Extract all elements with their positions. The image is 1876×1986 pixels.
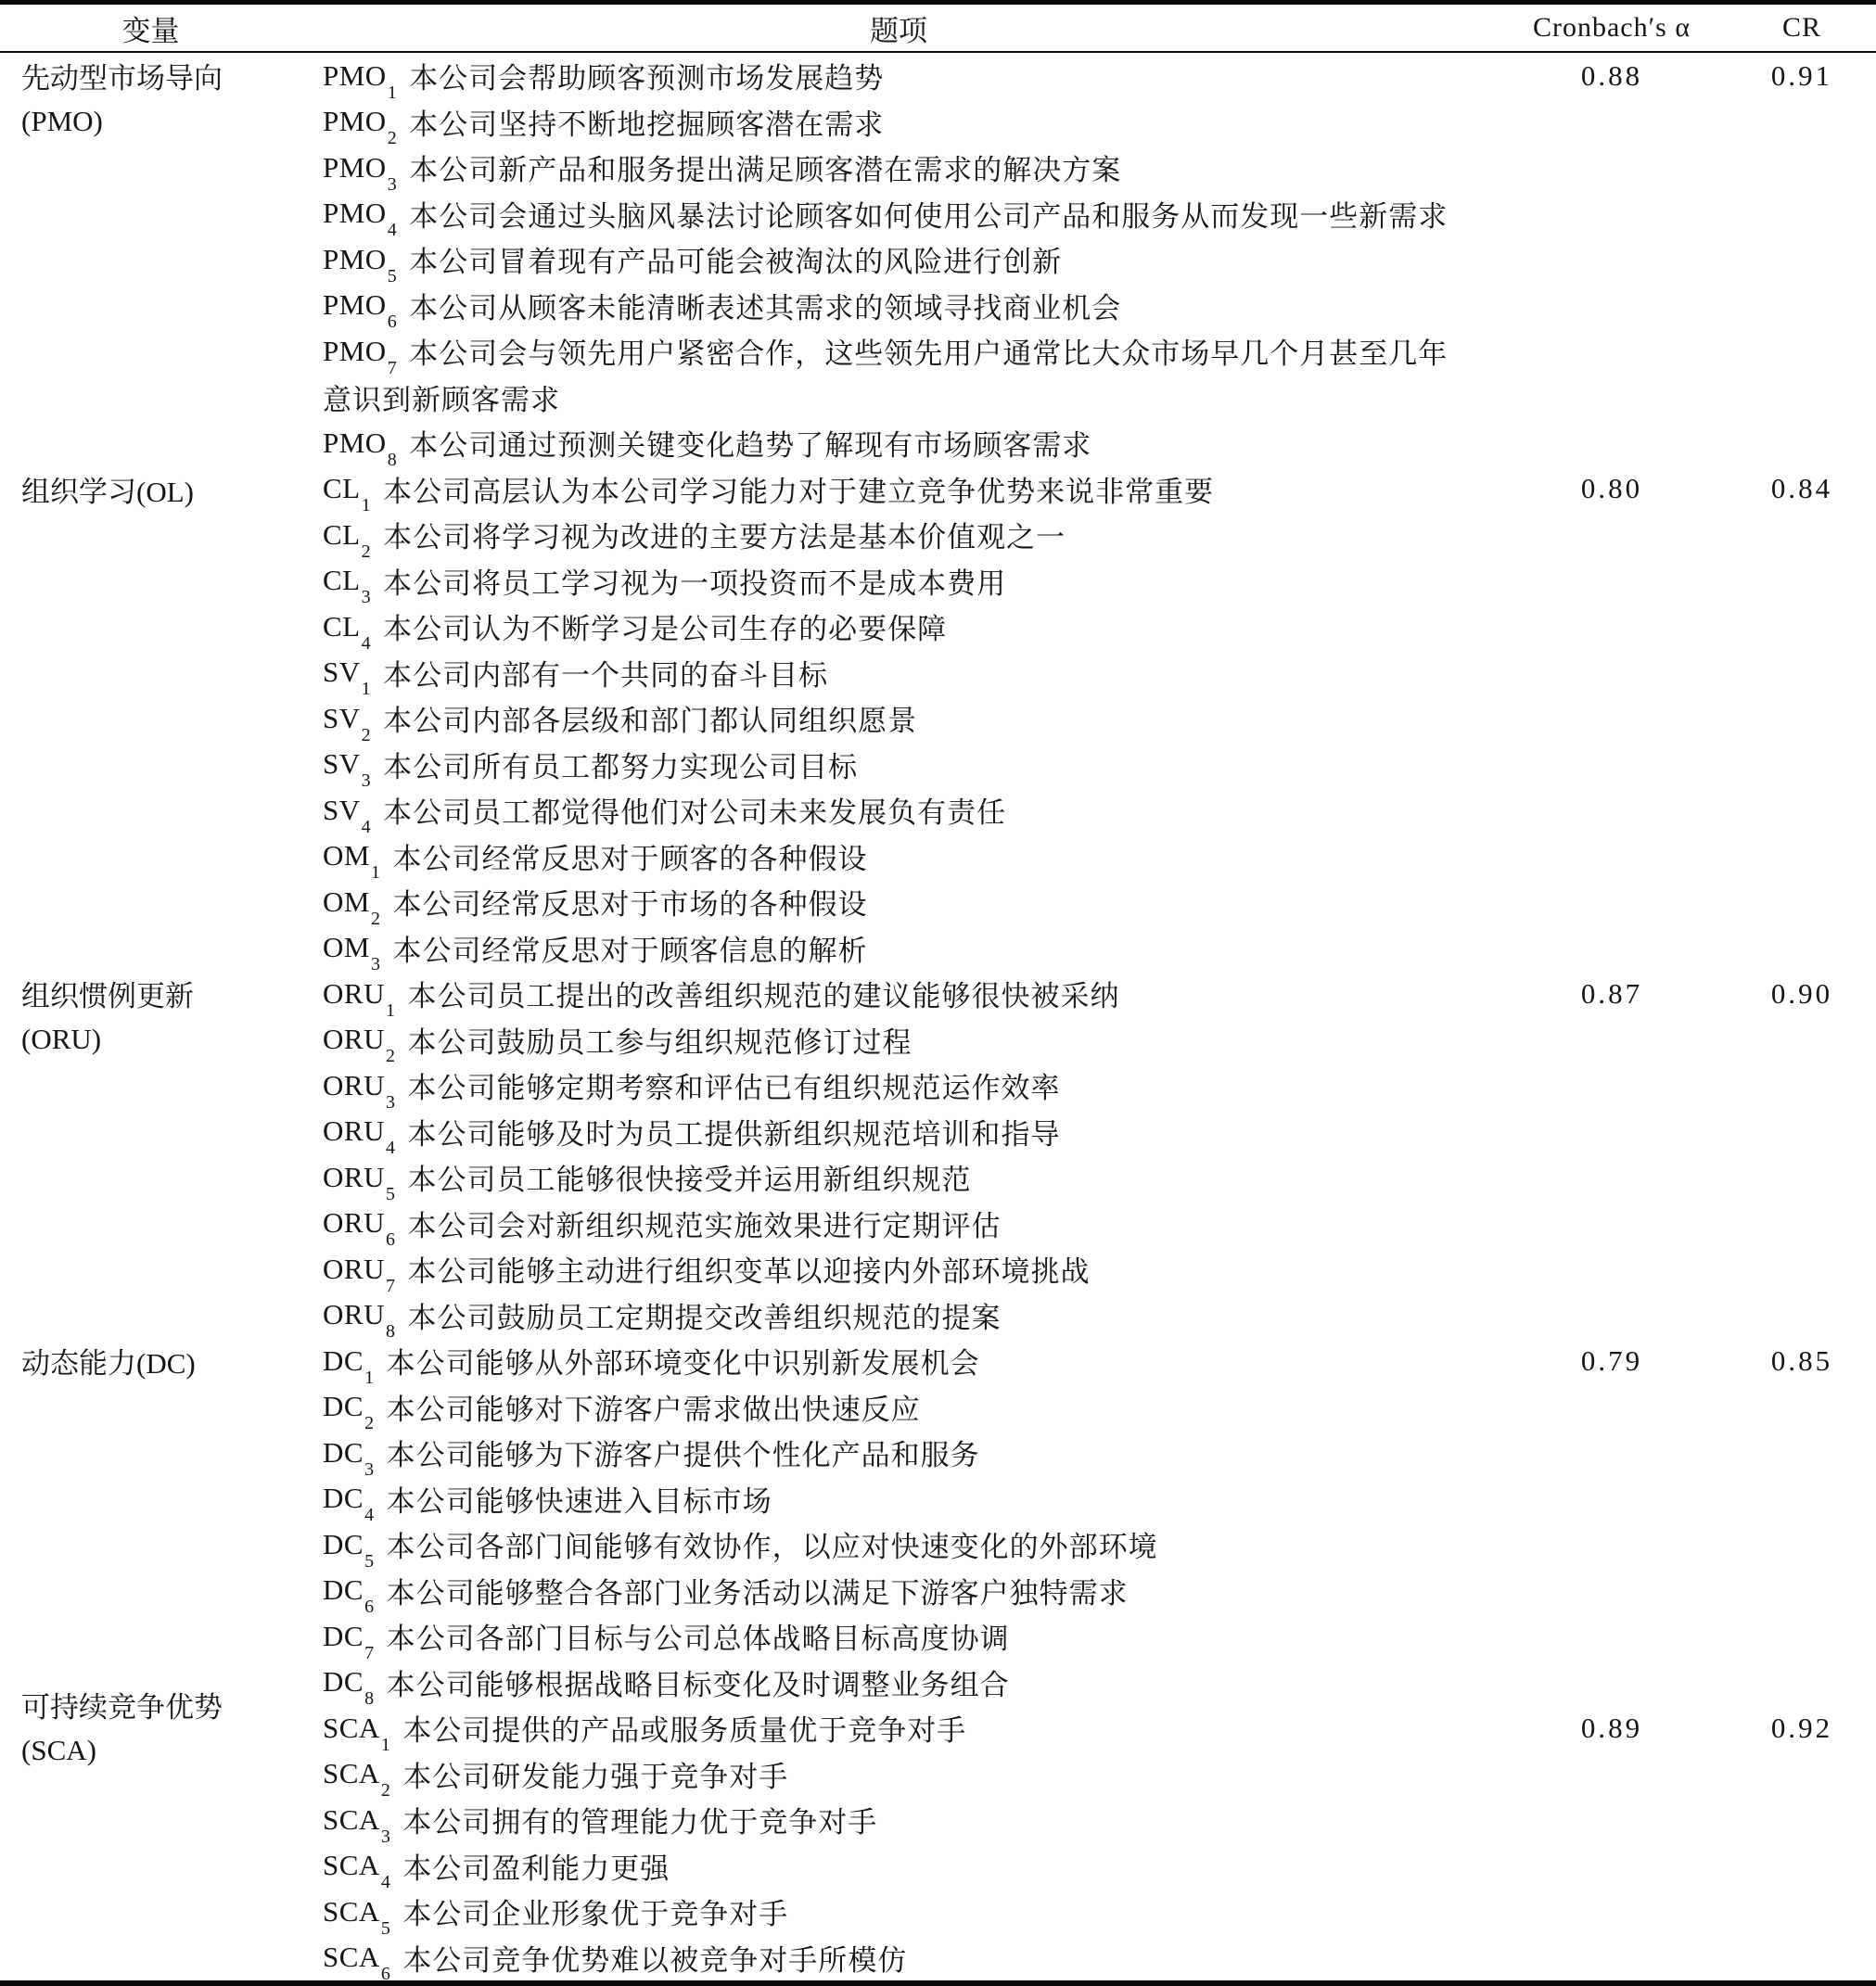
item-text: 本公司能够主动进行组织变革以迎接内外部环境挑战 bbox=[407, 1255, 1091, 1289]
item-text: 本公司会帮助顾客预测市场发展趋势 bbox=[409, 62, 885, 95]
item-text: 本公司提供的产品或服务质量优于竞争对手 bbox=[402, 1714, 967, 1748]
item-text: 本公司企业形象优于竞争对手 bbox=[402, 1898, 789, 1931]
header-item: 题项 bbox=[870, 14, 927, 47]
item-row bbox=[323, 466, 1496, 516]
item-code: $CL_3$ bbox=[323, 564, 372, 608]
item-code: $SCA_3$ bbox=[323, 1802, 391, 1847]
variable-cell bbox=[0, 466, 301, 513]
item-row bbox=[323, 420, 1496, 470]
item-code-subscript: 4 bbox=[387, 220, 398, 241]
variable-cell bbox=[0, 971, 301, 1063]
variable-cell bbox=[0, 1691, 301, 1797]
item-code: $PMO_3$ bbox=[323, 150, 398, 195]
cr-cell bbox=[1728, 1338, 1876, 1384]
cronbach-cell bbox=[1496, 1705, 1728, 1751]
item-code: $DC_1$ bbox=[323, 1343, 375, 1388]
item-code: $SCA_4$ bbox=[323, 1849, 391, 1893]
item-code: $SV_1$ bbox=[323, 656, 372, 700]
item-code: $SV_2$ bbox=[323, 701, 372, 745]
item-code: $DC_8$ bbox=[323, 1665, 375, 1710]
item-text: 本公司能够对下游客户需求做出快速反应 bbox=[386, 1393, 921, 1426]
item-code: $PMO_5$ bbox=[323, 242, 398, 286]
item-text: 本公司经常反思对于顾客信息的解析 bbox=[392, 934, 868, 967]
item-code: $SV_3$ bbox=[323, 747, 372, 792]
table-body bbox=[0, 53, 1876, 1985]
item-code-subscript: 2 bbox=[385, 1046, 396, 1067]
item-code: $ORU_2$ bbox=[323, 1023, 396, 1067]
cr-cell bbox=[1728, 53, 1876, 99]
item-text: 本公司竞争优势难以被竞争对手所模仿 bbox=[402, 1943, 908, 1977]
item-code: $SCA_1$ bbox=[323, 1711, 391, 1755]
item-row bbox=[323, 1521, 1496, 1572]
item-code: $DC_7$ bbox=[323, 1619, 375, 1663]
item-row bbox=[323, 1476, 1496, 1526]
cr-cell bbox=[1728, 1705, 1876, 1751]
item-text: 本公司能够快速进入目标市场 bbox=[386, 1484, 772, 1518]
item-code-subscript: 3 bbox=[387, 173, 398, 195]
item-code-subscript: 4 bbox=[364, 1505, 375, 1526]
variable-label: (ORU) bbox=[21, 1023, 102, 1056]
item-code: $DC_3$ bbox=[323, 1435, 375, 1480]
item-text: 本公司盈利能力更强 bbox=[402, 1852, 670, 1885]
item-code-subscript: 5 bbox=[387, 265, 398, 286]
item-code: $OM_3$ bbox=[323, 931, 381, 975]
item-code: $PMO_7$ bbox=[323, 334, 398, 378]
cr-cell bbox=[1728, 466, 1876, 513]
items-cell bbox=[301, 466, 1496, 975]
item-row bbox=[323, 99, 1496, 149]
item-text: 本公司拥有的管理能力优于竞争对手 bbox=[402, 1806, 878, 1840]
item-code: $SCA_6$ bbox=[323, 1941, 391, 1985]
item-code-subscript: 1 bbox=[387, 82, 398, 103]
item-row bbox=[323, 1430, 1496, 1480]
item-text: 本公司从顾客未能清晰表述其需求的领域寻找商业机会 bbox=[409, 291, 1122, 325]
header-cr: CR bbox=[1781, 12, 1822, 43]
item-row bbox=[323, 1384, 1496, 1434]
item-code-subscript: 7 bbox=[387, 357, 398, 378]
item-text: 本公司能够及时为员工提供新组织规范培训和指导 bbox=[407, 1117, 1061, 1151]
item-row bbox=[323, 695, 1496, 745]
item-code-subscript: 2 bbox=[380, 1780, 391, 1801]
item-text: 本公司将员工学习视为一项投资而不是成本费用 bbox=[383, 567, 1007, 600]
variable-label-block bbox=[0, 1338, 301, 1384]
item-row bbox=[323, 1889, 1496, 1939]
item-code: $SCA_5$ bbox=[323, 1894, 391, 1939]
item-row bbox=[323, 328, 1496, 378]
item-row bbox=[323, 53, 1496, 103]
item-code-subscript: 8 bbox=[385, 1321, 396, 1343]
item-code: $CL_1$ bbox=[323, 472, 372, 516]
items-cell bbox=[301, 971, 1496, 1343]
item-code: $SCA_2$ bbox=[323, 1757, 391, 1801]
item-code-subscript: 2 bbox=[361, 724, 372, 745]
variable-label-block bbox=[0, 53, 301, 145]
item-row bbox=[323, 1109, 1496, 1159]
item-code-subscript: 1 bbox=[364, 1367, 375, 1388]
variable-cell bbox=[0, 1338, 301, 1384]
item-row bbox=[323, 283, 1496, 333]
cronbach-cell bbox=[1496, 466, 1728, 513]
header-variable: 变量 bbox=[121, 14, 180, 47]
cr-value: 0.90 bbox=[1770, 976, 1833, 1010]
item-text: 本公司能够整合各部门业务活动以满足下游客户独特需求 bbox=[386, 1576, 1129, 1610]
item-code: $DC_2$ bbox=[323, 1390, 375, 1434]
variable-group bbox=[0, 1691, 1876, 1985]
cronbach-value: 0.88 bbox=[1580, 58, 1643, 92]
item-row bbox=[323, 1246, 1496, 1296]
variable-group bbox=[0, 971, 1876, 1343]
item-code-subscript: 1 bbox=[361, 495, 372, 516]
item-code: $DC_6$ bbox=[323, 1573, 375, 1618]
item-text: 本公司员工都觉得他们对公司未来发展负有责任 bbox=[383, 796, 1007, 830]
item-code-subscript: 1 bbox=[361, 679, 372, 700]
item-text: 本公司会对新组织规范实施效果进行定期评估 bbox=[407, 1209, 1002, 1242]
item-code: $PMO_4$ bbox=[323, 197, 398, 241]
cronbach-value: 0.87 bbox=[1580, 976, 1643, 1010]
item-text: 本公司能够定期考察和评估已有组织规范运作效率 bbox=[407, 1072, 1061, 1105]
item-code-subscript: 3 bbox=[361, 770, 372, 792]
item-code-subscript: 6 bbox=[380, 1964, 391, 1985]
item-row bbox=[323, 512, 1496, 562]
item-text: 本公司能够从外部环境变化中识别新发展机会 bbox=[386, 1347, 980, 1381]
variable-label: 组织学习(OL) bbox=[21, 475, 194, 508]
variable-group bbox=[0, 53, 1876, 470]
item-row bbox=[323, 1935, 1496, 1985]
item-text: 本公司新产品和服务提出满足顾客潜在需求的解决方案 bbox=[409, 154, 1122, 187]
item-code-subscript: 3 bbox=[380, 1826, 391, 1847]
header-cronbach-alpha: Cronbach′s α bbox=[1532, 12, 1691, 43]
item-row bbox=[323, 742, 1496, 792]
item-row bbox=[323, 1338, 1496, 1388]
item-text: 本公司内部有一个共同的奋斗目标 bbox=[383, 658, 829, 692]
item-text: 本公司鼓励员工参与组织规范修订过程 bbox=[407, 1025, 912, 1059]
item-text: 本公司员工能够很快接受并运用新组织规范 bbox=[407, 1164, 972, 1197]
item-text: 本公司鼓励员工定期提交改善组织规范的提案 bbox=[407, 1301, 1002, 1334]
item-code: $PMO_6$ bbox=[323, 288, 398, 333]
item-row bbox=[323, 787, 1496, 837]
item-code-subscript: 3 bbox=[361, 587, 372, 608]
item-code: $ORU_3$ bbox=[323, 1068, 396, 1113]
item-code: $OM_2$ bbox=[323, 885, 381, 929]
cronbach-value: 0.89 bbox=[1580, 1711, 1643, 1744]
item-code: $ORU_5$ bbox=[323, 1160, 396, 1204]
item-text: 本公司员工提出的改善组织规范的建议能够很快被采纳 bbox=[407, 980, 1120, 1013]
item-row bbox=[323, 145, 1496, 195]
variable-label-block bbox=[0, 466, 301, 513]
item-row bbox=[323, 971, 1496, 1021]
item-row bbox=[323, 604, 1496, 654]
item-row bbox=[323, 1751, 1496, 1801]
item-code-subscript: 6 bbox=[385, 1229, 396, 1251]
cronbach-value: 0.79 bbox=[1580, 1343, 1643, 1377]
item-text: 本公司能够为下游客户提供个性化产品和服务 bbox=[386, 1439, 980, 1472]
item-code-subscript: 5 bbox=[385, 1183, 396, 1204]
item-code: $ORU_6$ bbox=[323, 1206, 396, 1251]
item-text: 本公司认为不断学习是公司生存的必要保障 bbox=[383, 613, 948, 646]
item-text: 本公司经常反思对于顾客的各种假设 bbox=[392, 842, 868, 875]
item-code-subscript: 2 bbox=[370, 908, 381, 929]
item-row bbox=[323, 1660, 1496, 1710]
item-code-subscript: 4 bbox=[361, 816, 372, 837]
item-code: $CL_4$ bbox=[323, 609, 372, 654]
item-code-subscript: 1 bbox=[385, 999, 396, 1021]
item-text: 本公司通过预测关键变化趋势了解现有市场顾客需求 bbox=[409, 429, 1092, 463]
item-code-subscript: 7 bbox=[364, 1642, 375, 1663]
item-text: 本公司内部各层级和部门都认同组织愿景 bbox=[383, 705, 918, 738]
items-cell bbox=[301, 1705, 1496, 1985]
item-row bbox=[323, 1201, 1496, 1251]
item-code-subscript: 2 bbox=[361, 541, 372, 562]
item-code-subscript: 6 bbox=[387, 312, 398, 333]
item-code: $ORU_4$ bbox=[323, 1114, 396, 1159]
variable-label-block bbox=[0, 971, 301, 1063]
item-row bbox=[323, 1017, 1496, 1067]
cronbach-cell bbox=[1496, 53, 1728, 99]
variable-label: (PMO) bbox=[21, 105, 103, 138]
variable-label: 先动型市场导向 bbox=[21, 62, 223, 95]
variable-label: (SCA) bbox=[21, 1734, 96, 1767]
item-code: $ORU_7$ bbox=[323, 1252, 396, 1296]
table-header-row bbox=[0, 5, 1876, 53]
item-text: 本公司各部门间能够有效协作，以应对快速变化的外部环境 bbox=[386, 1531, 1158, 1564]
item-code: $PMO_8$ bbox=[323, 426, 398, 470]
item-code: $DC_5$ bbox=[323, 1527, 375, 1572]
item-row bbox=[323, 191, 1496, 241]
item-code-subscript: 5 bbox=[364, 1550, 375, 1572]
item-row bbox=[323, 558, 1496, 608]
item-code: $ORU_8$ bbox=[323, 1298, 396, 1343]
item-text: 本公司能够根据战略目标变化及时调整业务组合 bbox=[386, 1668, 1010, 1701]
item-code: $OM_1$ bbox=[323, 839, 381, 884]
item-row bbox=[323, 1568, 1496, 1618]
item-code-subscript: 3 bbox=[385, 1091, 396, 1113]
cr-cell bbox=[1728, 971, 1876, 1017]
item-code: $PMO_2$ bbox=[323, 105, 398, 149]
item-code-subscript: 1 bbox=[370, 862, 381, 884]
item-text: 本公司将学习视为改进的主要方法是基本价值观之一 bbox=[383, 521, 1066, 554]
variable-label: 动态能力(DC) bbox=[21, 1347, 196, 1381]
item-row bbox=[323, 1154, 1496, 1204]
cr-value: 0.85 bbox=[1770, 1343, 1833, 1377]
item-code-subscript: 4 bbox=[380, 1872, 391, 1893]
item-code: $DC_4$ bbox=[323, 1482, 375, 1526]
item-code-subscript: 4 bbox=[361, 632, 372, 654]
item-code-subscript: 4 bbox=[385, 1138, 396, 1159]
item-code-subscript: 1 bbox=[380, 1734, 391, 1755]
variable-label-block bbox=[0, 1682, 301, 1774]
item-code-subscript: 3 bbox=[364, 1458, 375, 1480]
item-code: $PMO_1$ bbox=[323, 58, 398, 103]
item-code-subscript: 6 bbox=[364, 1597, 375, 1618]
cronbach-value: 0.80 bbox=[1580, 472, 1643, 505]
variable-cell bbox=[0, 53, 301, 145]
item-row bbox=[323, 1063, 1496, 1113]
item-code: $CL_2$ bbox=[323, 517, 372, 562]
item-text: 本公司各部门目标与公司总体战略目标高度协调 bbox=[386, 1623, 1010, 1656]
item-text: 本公司冒着现有产品可能会被淘汰的风险进行创新 bbox=[409, 246, 1063, 279]
item-code-subscript: 8 bbox=[364, 1688, 375, 1710]
item-row bbox=[323, 1613, 1496, 1663]
variable-group bbox=[0, 466, 1876, 975]
item-row bbox=[323, 1843, 1496, 1893]
item-code-subscript: 2 bbox=[364, 1413, 375, 1434]
item-row bbox=[323, 925, 1496, 975]
item-code-subscript: 8 bbox=[387, 449, 398, 470]
item-text: 本公司所有员工都努力实现公司目标 bbox=[383, 750, 859, 783]
cr-value: 0.91 bbox=[1770, 58, 1833, 92]
item-code-subscript: 3 bbox=[370, 954, 381, 975]
item-code-subscript: 7 bbox=[385, 1275, 396, 1296]
item-text-wrap: 意识到新顾客需求 bbox=[323, 383, 560, 416]
item-text: 本公司研发能力强于竞争对手 bbox=[402, 1760, 789, 1793]
item-row bbox=[323, 650, 1496, 700]
item-code-subscript: 5 bbox=[380, 1917, 391, 1939]
items-cell bbox=[301, 1338, 1496, 1710]
cr-value: 0.92 bbox=[1770, 1711, 1833, 1744]
items-cell bbox=[301, 53, 1496, 470]
item-text: 本公司坚持不断地挖掘顾客潜在需求 bbox=[409, 108, 885, 141]
item-text: 本公司经常反思对于市场的各种假设 bbox=[392, 888, 868, 922]
item-row bbox=[323, 1797, 1496, 1847]
item-code-subscript: 2 bbox=[387, 128, 398, 149]
cr-value: 0.84 bbox=[1770, 472, 1833, 505]
item-row bbox=[323, 834, 1496, 884]
item-code: $ORU_1$ bbox=[323, 976, 396, 1021]
item-text: 本公司高层认为本公司学习能力对于建立竞争优势来说非常重要 bbox=[383, 475, 1215, 508]
item-row bbox=[323, 1292, 1496, 1343]
item-row bbox=[323, 236, 1496, 286]
item-row bbox=[323, 879, 1496, 929]
variable-label: 组织惯例更新 bbox=[21, 980, 194, 1013]
item-row bbox=[323, 1705, 1496, 1755]
cronbach-cell bbox=[1496, 971, 1728, 1017]
cronbach-cell bbox=[1496, 1338, 1728, 1384]
item-code: $SV_4$ bbox=[323, 793, 372, 837]
item-text: 本公司会与领先用户紧密合作，这些领先用户通常比大众市场早几个月甚至几年 bbox=[409, 337, 1448, 371]
variable-label: 可持续竞争优势 bbox=[21, 1691, 223, 1725]
item-text: 本公司会通过头脑风暴法讨论顾客如何使用公司产品和服务从而发现一些新需求 bbox=[409, 199, 1448, 233]
